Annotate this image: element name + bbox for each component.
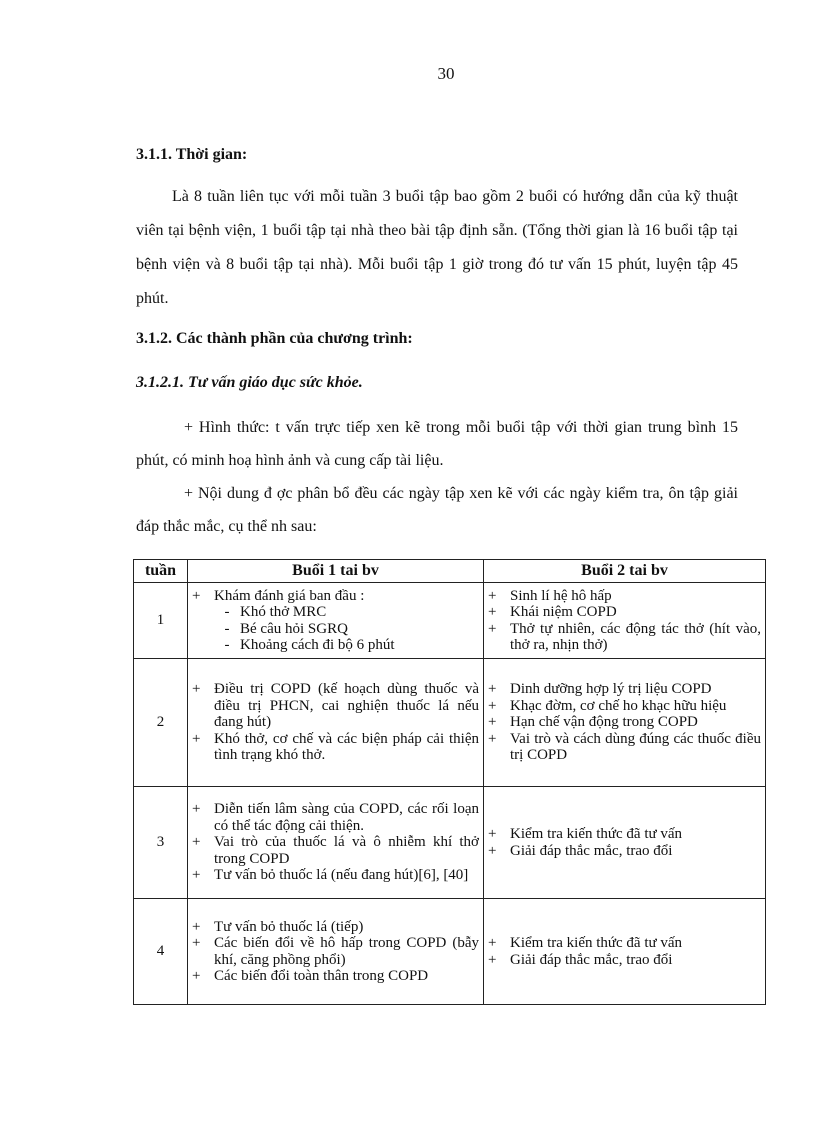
table-header-row [134, 560, 766, 583]
week-cell: 4 [134, 899, 188, 1005]
list-item: + Thở tự nhiên, các động tác thở (hít vào, thở ra, nhịn thở) [488, 620, 761, 653]
session-2-cell [484, 899, 766, 1005]
list-item: + Điều trị COPD (kế hoạch dùng thuốc và điều trị PHCN, cai nghiện thuốc lá nếu đang hút) [192, 681, 479, 731]
section-heading-3-1-2-1: 3.1.2.1. Tư vấn giáo dục sức khỏe. [136, 374, 363, 391]
week-cell: 2 [134, 659, 188, 787]
list-item: + Vai trò của thuốc lá và ô nhiễm khí thở trong COPD [192, 834, 479, 867]
week-cell: 3 [134, 787, 188, 899]
header-session-2: Buổi 2 tai bv [484, 560, 766, 583]
session-1-cell [188, 899, 484, 1005]
header-session-1: Buổi 1 tai bv [188, 560, 484, 583]
list-item: + Khái niệm COPD [488, 604, 617, 620]
list-item: + Giải đáp thắc mắc, trao đổi [488, 842, 673, 859]
list-item: + Tư vấn bỏ thuốc lá (tiếp) [192, 918, 364, 935]
section-3-1-1-paragraph [136, 180, 738, 316]
form-text: + Hình thức: t vấn trực tiếp xen kẽ trong mỗi buổi tập với thời gian trung bình 15 phút, có minh hoạ hình ảnh và cung cấp tài liệu. [136, 419, 738, 469]
list-item: + Khám đánh giá ban đầu : [192, 587, 365, 604]
form-paragraph [136, 411, 738, 477]
table-row [134, 659, 766, 787]
content-text: + Nội dung đ ợc phân bổ đều các ngày tập xen kẽ với các ngày kiểm tra, ôn tập giải đáp thắc mắc, cụ thể nh sau: [136, 485, 738, 535]
sub-list-item: - Bé câu hỏi SGRQ [224, 620, 348, 637]
list-item: + Khạc đờm, cơ chế ho khạc hữu hiệu [488, 697, 727, 714]
sub-list-item: - Khó thở MRC [224, 604, 327, 620]
content-paragraph [136, 477, 738, 543]
list-item: + Các biến đổi toàn thân trong COPD [192, 968, 429, 984]
list-item: + Khó thở, cơ chế và các biện pháp cải thiện tình trạng khó thở. [192, 730, 479, 764]
list-item: + Vai trò và cách dùng đúng các thuốc điều trị COPD [488, 730, 761, 764]
section-heading-3-1-2: 3.1.2. Các thành phần của chương trình: [136, 330, 413, 347]
table-row [134, 899, 766, 1005]
table-row [134, 583, 766, 659]
session-2-cell [484, 787, 766, 899]
session-1-cell [188, 787, 484, 899]
page-number: 30 [437, 64, 455, 83]
section-3-1-1-text: Là 8 tuần liên tục với mỗi tuần 3 buổi tập bao gồm 2 buổi có hướng dẫn của kỹ thuật viên tại bệnh viện, 1 buổi tập tại nhà theo bài tập định sẵn. (Tổng thời gian là 16 buổi tập tại bệnh viện và 8 buổi tập tại nhà). Mỗi buổi tập 1 giờ trong đó tư vấn 15 phút, luyện tập 45 phút. [136, 188, 738, 307]
list-item: + Các biến đổi về hô hấp trong COPD (bẫy khí, căng phồng phổi) [192, 935, 479, 968]
list-item: + Hạn chế vận động trong COPD [488, 714, 698, 731]
list-item: + Kiểm tra kiến thức đã tư vấn [488, 935, 683, 951]
list-item: + Kiểm tra kiến thức đã tư vấn [488, 826, 683, 842]
list-item: + Sinh lí hệ hô hấp [488, 587, 612, 604]
session-1-cell [188, 583, 484, 659]
list-item: + Dinh dưỡng hợp lý trị liệu COPD [488, 681, 712, 698]
session-2-cell [484, 659, 766, 787]
session-2-cell [484, 583, 766, 659]
section-heading-3-1-1: 3.1.1. Thời gian: [136, 146, 248, 163]
list-item: + Giải đáp thắc mắc, trao đổi [488, 951, 673, 968]
sub-list-item: - Khoảng cách đi bộ 6 phút [224, 637, 395, 653]
list-item: + Tư vấn bỏ thuốc lá (nếu đang hút)[6], [40] [192, 867, 469, 884]
session-1-cell [188, 659, 484, 787]
list-item: + Diễn tiến lâm sàng của COPD, các rối loạn có thể tác động cải thiện. [192, 801, 479, 834]
header-week: tuần [134, 560, 188, 583]
table-row [134, 787, 766, 899]
week-cell: 1 [134, 583, 188, 659]
training-schedule-table [133, 559, 766, 1005]
